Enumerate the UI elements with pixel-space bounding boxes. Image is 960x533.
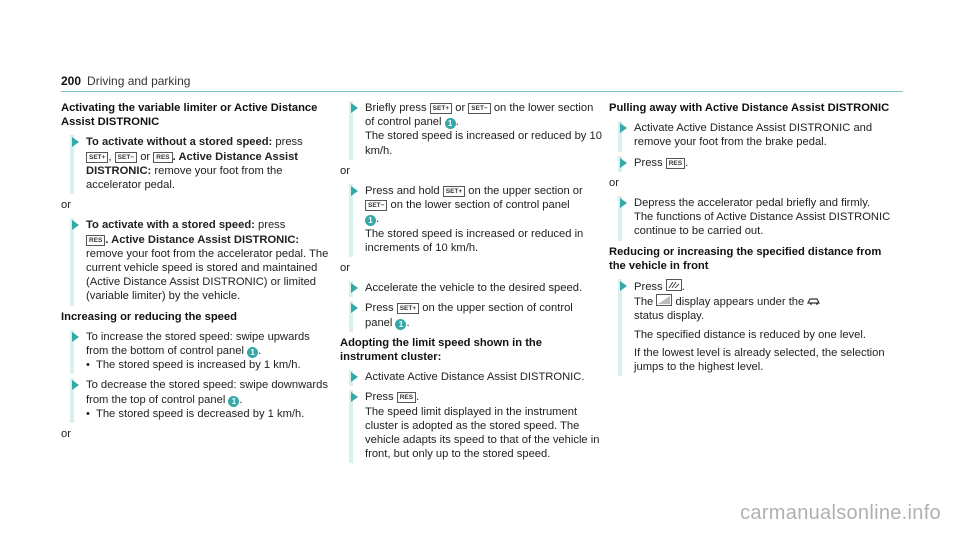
column-2: [340, 101, 602, 467]
list-item: [61, 218, 329, 303]
item-text: The speed limit displayed in the instrument cluster is adopted as the stored speed. The vehicle adapts its speed to that of the vehicle in front, but only up to the stored speed.: [365, 405, 600, 461]
or-text: or: [61, 199, 71, 212]
arrow-icon: [620, 198, 627, 208]
arrow-icon: [620, 123, 627, 133]
item-bold: To activate with a stored speed:: [86, 219, 255, 232]
item-text: remove your foot from the accelerator pedal.: [86, 164, 283, 192]
item-text: Accelerate the vehicle to the desired speed.: [365, 282, 583, 295]
sep: or: [140, 150, 151, 163]
list-item: Press RES . The speed limit displayed in the instrument cluster is adopted as the stored speed. The vehicle adapts its speed to that of the vehicle in front, but only up to the stored speed.: [340, 390, 602, 461]
res-key-icon: RES: [153, 152, 172, 163]
watermark: carmanualsonline.info: [740, 502, 941, 524]
heading-pulling-away: Pulling away with Active Distance Assist DISTRONIC: [609, 102, 890, 114]
or-text: or: [609, 176, 619, 189]
list-item: Press SET+ on the upper section of control panel 1 .: [340, 301, 602, 329]
section-title: Driving and parking: [87, 74, 191, 88]
column-3: [609, 101, 899, 380]
list-item: [609, 121, 899, 149]
set-minus-key-icon: SET−: [365, 200, 387, 211]
set-plus-key-icon: SET+: [397, 303, 419, 314]
car-status-icon: [807, 296, 821, 306]
item-text: Press: [634, 156, 663, 169]
item-text: Press: [634, 281, 663, 294]
item-text: Depress the accelerator pedal briefly and firmly.: [634, 197, 871, 210]
item-text: on the upper section or: [468, 185, 583, 198]
item-text: Briefly press: [365, 102, 427, 114]
callout-1-icon: 1: [445, 118, 456, 129]
header-rule: [61, 91, 903, 92]
item-text: The stored speed is increased or reduced by 10 km/h.: [365, 130, 602, 157]
item-text: display appears under the: [675, 296, 805, 309]
list-item: Press . The display appears under the status display. The specified distance is reduced by one level. If the lowest level is already selected, the selection jumps to the highest level.: [609, 279, 899, 374]
arrow-icon: [620, 158, 627, 168]
res-key-icon: RES: [397, 392, 416, 403]
set-plus-key-icon: SET+: [443, 186, 465, 197]
item-text: remove your foot from the accelerator pedal. The current vehicle speed is stored and maintained (Active Distance Assist DISTRONIC) or limited (variable limiter) by the vehicle.: [86, 247, 329, 303]
heading-adopting: Adopting the limit speed shown in the instrument cluster:: [340, 336, 542, 364]
list-item: Press RES .: [609, 156, 899, 170]
set-minus-key-icon: SET−: [468, 103, 490, 114]
arrow-icon: [72, 220, 79, 230]
item-text: Activate Active Distance Assist DISTRONIC.: [365, 371, 585, 384]
item-text: If the lowest level is already selected, the selection jumps to the highest level.: [634, 346, 885, 374]
arrow-icon: [351, 303, 358, 313]
item-text: Activate Active Distance Assist DISTRONIC and remove your foot from the brake pedal.: [634, 122, 873, 149]
item-text: The stored speed is increased or reduced in increments of 10 km/h.: [365, 227, 584, 254]
item-text: Press and hold: [365, 185, 440, 198]
arrow-icon: [351, 103, 358, 113]
set-plus-key-icon: SET+: [86, 152, 108, 163]
heading-activating: Activating the variable limiter or Active Distance Assist DISTRONIC: [61, 102, 318, 129]
distance-button-icon: [666, 279, 682, 291]
list-item: Press and hold SET+ on the upper section or SET− on the lower section of control panel 1 . The stored speed is increased or reduced in increments of 10 km/h.: [340, 184, 602, 255]
item-text: on the upper section of control panel: [365, 302, 573, 329]
item-text: Press: [365, 391, 394, 404]
item-text: status display.: [634, 310, 705, 323]
heading-reducing-distance: Reducing or increasing the specified distance from the vehicle in front: [609, 245, 882, 272]
item-text: Press: [365, 302, 394, 315]
item-text: The: [634, 296, 654, 309]
list-item: [340, 370, 602, 384]
callout-1-icon: 1: [395, 319, 406, 330]
callout-1-icon: 1: [228, 396, 239, 407]
arrow-icon: [72, 380, 79, 390]
page-header: [61, 74, 190, 88]
item-bold: . Active Distance Assist DISTRONIC:: [86, 150, 299, 177]
item-text: on the lower section of control panel: [365, 102, 594, 129]
item-text: press: [254, 219, 286, 232]
arrow-icon: [620, 281, 627, 291]
or-text: or: [340, 262, 350, 275]
list-item: [61, 135, 329, 192]
list-item: Briefly press SET+ or SET− on the lower section of control panel 1 . The stored speed is increased or reduced by 10 km/h.: [340, 101, 602, 158]
item-text: The functions of Active Distance Assist DISTRONIC continue to be carried out.: [634, 211, 891, 238]
arrow-icon: [72, 137, 79, 147]
heading-increasing: Increasing or reducing the speed: [61, 310, 237, 323]
res-key-icon: RES: [666, 158, 685, 169]
sub-bullet: • The stored speed is decreased by 1 km/h.: [86, 407, 329, 421]
item-text: To increase the stored speed: swipe upwards from the bottom of control panel: [86, 330, 310, 358]
set-minus-key-icon: SET−: [115, 152, 137, 163]
res-key-icon: RES: [86, 235, 105, 246]
list-item: To decrease the stored speed: swipe downwards from the top of control panel 1 . • The stored speed is decreased by 1 km/h.: [61, 378, 329, 421]
item-text: The specified distance is reduced by one level.: [634, 328, 866, 341]
arrow-icon: [72, 332, 79, 342]
arrow-icon: [351, 283, 358, 293]
or-text: or: [340, 164, 350, 177]
or-text: or: [61, 428, 71, 441]
item-bold: To activate without a stored speed:: [86, 136, 273, 149]
item-text: press: [272, 136, 303, 149]
arrow-icon: [351, 186, 358, 196]
callout-1-icon: 1: [365, 215, 376, 226]
sep: ,: [108, 150, 112, 163]
callout-1-icon: 1: [247, 347, 258, 358]
item-text: on the lower section of control panel: [390, 199, 570, 212]
page-number: 200: [61, 74, 82, 88]
list-item: [340, 281, 602, 295]
item-bold: . Active Distance Assist DISTRONIC:: [105, 233, 300, 246]
item-text: To decrease the stored speed: swipe downwards from the top of control panel: [86, 379, 328, 406]
item-text: or: [455, 102, 466, 114]
list-item: To increase the stored speed: swipe upwards from the bottom of control panel 1 . • The stored speed is increased by 1 km/h.: [61, 330, 329, 373]
arrow-icon: [351, 372, 358, 382]
distance-display-icon: [656, 294, 672, 306]
list-item: [609, 196, 899, 239]
column-1: [61, 101, 329, 447]
set-plus-key-icon: SET+: [430, 103, 452, 114]
arrow-icon: [351, 392, 358, 402]
sub-bullet: • The stored speed is increased by 1 km/h.: [86, 358, 329, 372]
